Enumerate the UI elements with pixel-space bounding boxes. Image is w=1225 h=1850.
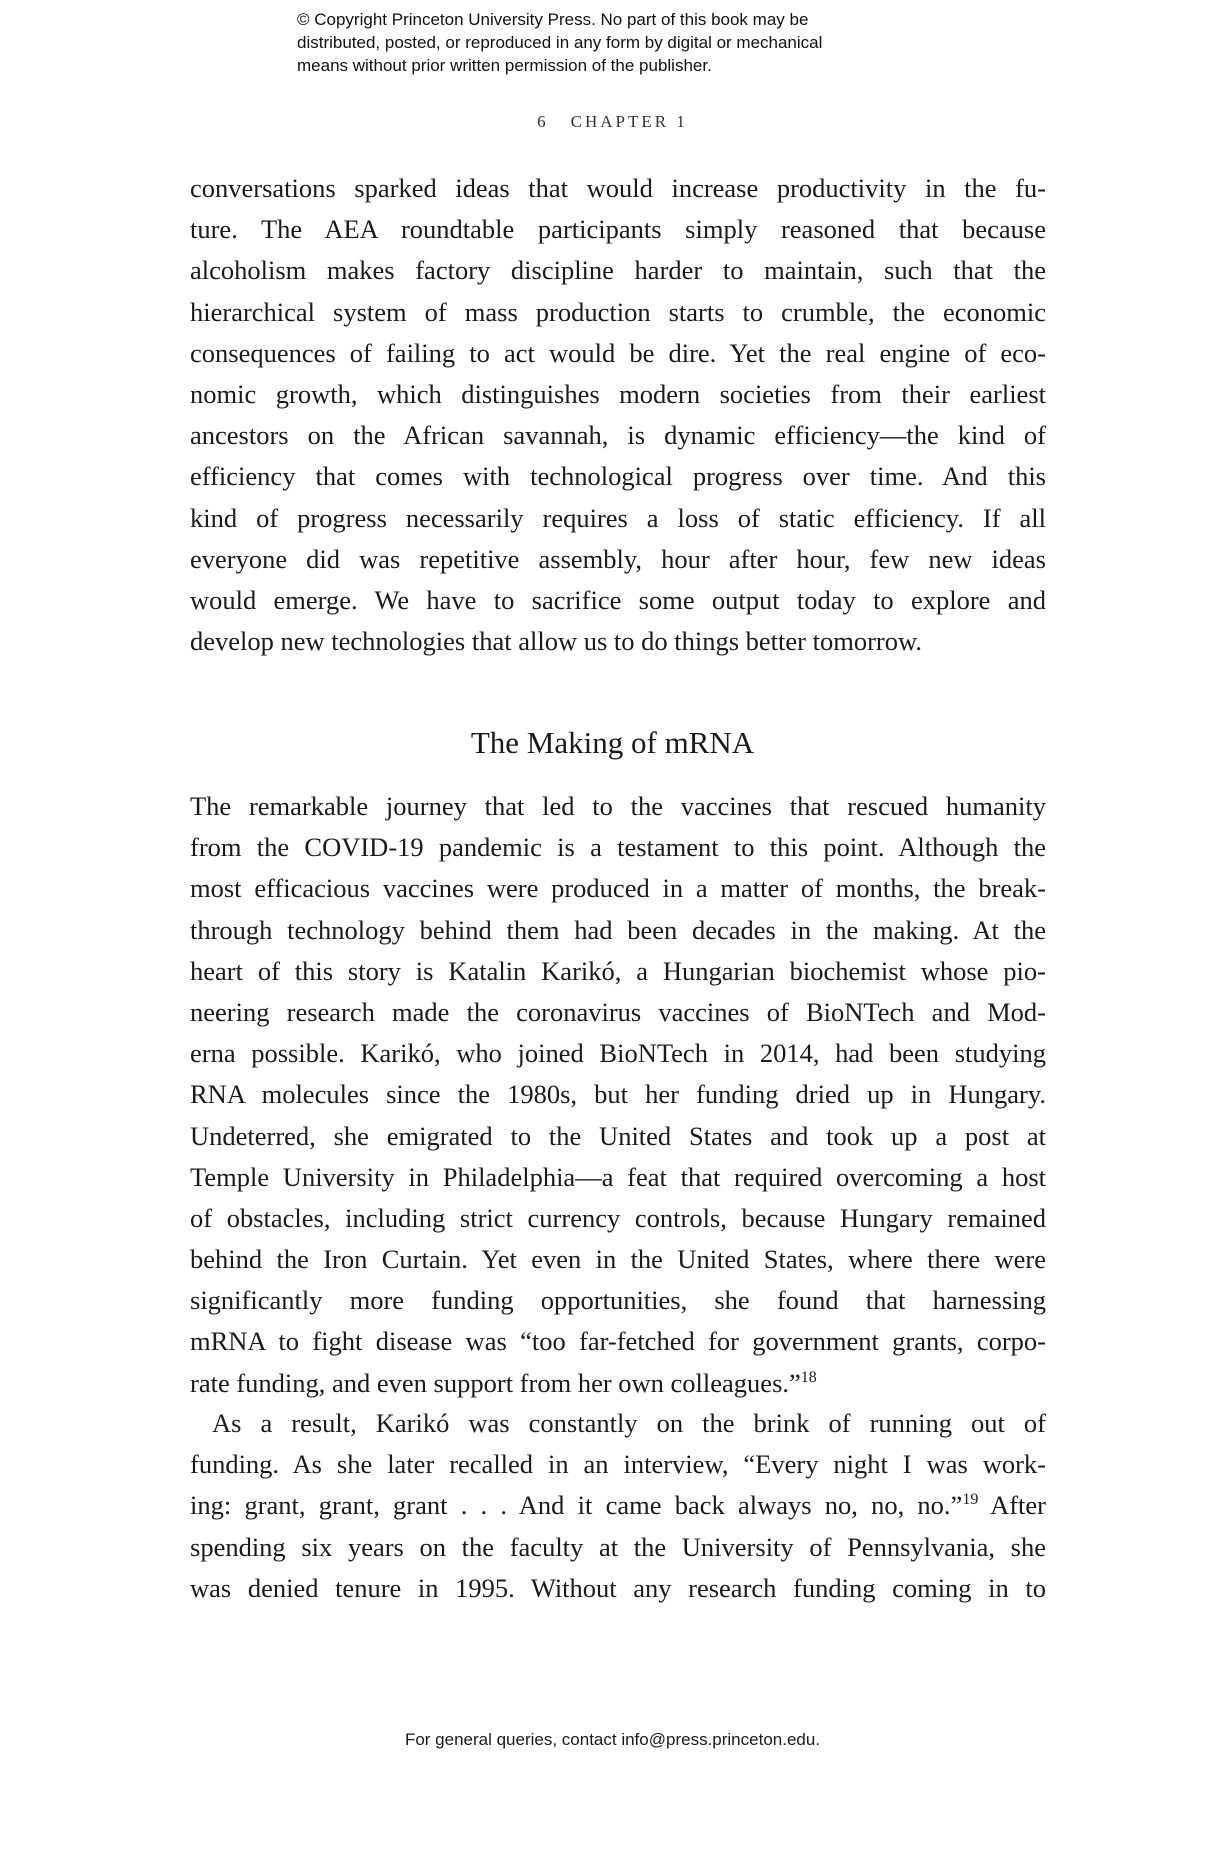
text-line: RNA molecules since the 1980s, but her funding dried up in Hungary. [190,1079,1046,1110]
text-line: Temple University in Philadelphia—a feat that required overcoming a host [190,1161,1046,1192]
chapter-label: CHAPTER 1 [570,112,688,131]
text-line: from the COVID-19 pandemic is a testament to this point. Although the [190,832,1046,863]
text-line: most efficacious vaccines were produced in a matter of months, the break- [190,873,1046,904]
text-line: kind of progress necessarily requires a loss of static efficiency. If all [190,502,1046,533]
text-line: erna possible. Karikó, who joined BioNTech in 2014, had been studying [190,1038,1046,1069]
copyright-notice [297,8,822,77]
text-line: The remarkable journey that led to the vaccines that rescued humanity [190,791,1046,821]
text-line: was denied tenure in 1995. Without any research funding coming in to [190,1572,1046,1603]
text-line: efficiency that comes with technological progress over time. And this [190,461,1046,492]
text-line: hierarchical system of mass production starts to crumble, the economic [190,296,1046,327]
footnote-marker[interactable]: 18 [800,1368,817,1386]
paragraph-2 [190,786,1046,1404]
text-line: mRNA to fight disease was “too far-fetched for government grants, corpo- [190,1326,1046,1357]
text-line: significantly more funding opportunities, she found that harnessing [190,1285,1046,1316]
copyright-line: means without prior written permission of the publisher. [297,56,712,75]
text-line: Undeterred, she emigrated to the United States and took up a post at [190,1120,1046,1151]
text-line: ing: grant, grant, grant . . . And it came back always no, no, no.”$^{19}$ After [190,1490,1046,1521]
paragraph-1 [190,168,1046,662]
footnote-marker[interactable]: 19 [962,1491,979,1509]
text-line: would emerge. We have to sacrifice some output today to explore and [190,584,1046,615]
text-fragment: After [978,1490,1046,1521]
text-line: heart of this story is Katalin Karikó, a Hungarian biochemist whose pio- [190,955,1046,986]
running-head [0,112,1225,132]
text-line: alcoholism makes factory discipline harder to maintain, such that the [190,255,1046,286]
text-line: consequences of failing to act would be dire. Yet the real engine of eco- [190,337,1046,368]
text-line: funding. As she later recalled in an interview, “Every night I was work- [190,1449,1046,1480]
text-line: rate funding, and even support from her own colleagues.”$^{18}$ [190,1367,817,1398]
text-line: of obstacles, including strict currency controls, because Hungary remained [190,1202,1046,1233]
text-line: ancestors on the African savannah, is dynamic efficiency—the kind of [190,420,1046,451]
text-line: spending six years on the faculty at the University of Pennsylvania, she [190,1531,1046,1562]
text-line: ture. The AEA roundtable participants simply reasoned that because [190,214,1046,245]
section-heading: The Making of mRNA [470,725,755,760]
text-line: As a result, Karikó was constantly on the brink of running out of [212,1408,1046,1438]
text-line: behind the Iron Curtain. Yet even in the United States, where there were [190,1244,1046,1275]
text-line: neering research made the coronavirus vaccines of BioNTech and Mod- [190,996,1046,1027]
text-line: develop new technologies that allow us to do things better tomorrow. [190,626,923,657]
text-line: conversations sparked ideas that would increase productivity in the fu- [190,173,1046,203]
copyright-line: © Copyright Princeton University Press. No part of this book may be [297,10,809,29]
paragraph-3 [190,1403,1046,1609]
text-line: nomic growth, which distinguishes modern societies from their earliest [190,378,1046,409]
footer-contact: For general queries, contact info@press.princeton.edu. [404,1730,821,1749]
page-number: 6 [537,112,549,131]
copyright-line: distributed, posted, or reproduced in any form by digital or mechanical [297,33,823,52]
text-line: through technology behind them had been decades in the making. At the [190,914,1046,945]
text-line: everyone did was repetitive assembly, hour after hour, few new ideas [190,543,1046,574]
